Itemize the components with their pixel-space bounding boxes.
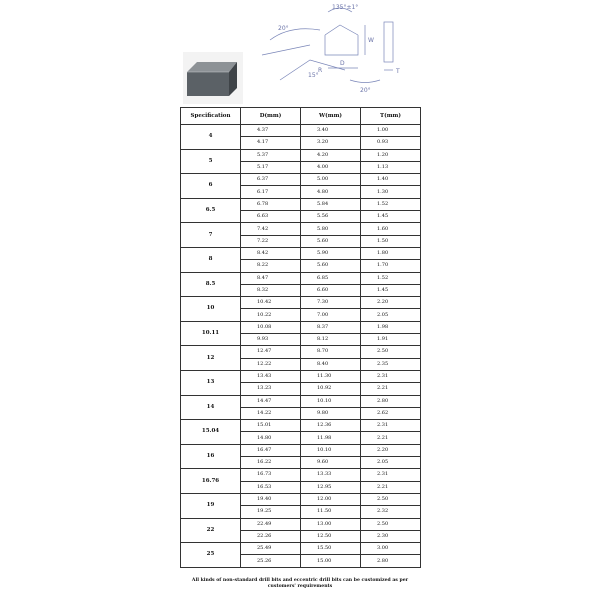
w-cell: 8.40: [301, 358, 361, 370]
table-body: [181, 125, 421, 568]
spec-cell: 12: [181, 346, 241, 371]
w-cell: 5.56: [301, 211, 361, 223]
t-cell: 2.50: [361, 346, 421, 358]
d-cell: 7.42: [241, 223, 301, 235]
d-cell: 5.17: [241, 161, 301, 173]
spec-cell: 19: [181, 493, 241, 518]
d-cell: 7.22: [241, 235, 301, 247]
t-cell: 1.80: [361, 247, 421, 259]
d-cell: 6.17: [241, 186, 301, 198]
d-cell: 8.42: [241, 247, 301, 259]
table-row: [181, 420, 421, 432]
spec-cell: 14: [181, 395, 241, 420]
t-cell: 2.32: [361, 506, 421, 518]
w-cell: 9.80: [301, 407, 361, 419]
d-cell: 8.47: [241, 272, 301, 284]
d-cell: 10.08: [241, 321, 301, 333]
header-specification: Specification: [181, 108, 241, 125]
technical-drawing: [250, 0, 420, 95]
w-cell: 15.00: [301, 555, 361, 567]
d-cell: 13.43: [241, 370, 301, 382]
w-cell: 5.80: [301, 223, 361, 235]
angle-top-label: 135°±1°: [332, 4, 359, 11]
d-cell: 22.49: [241, 518, 301, 530]
t-cell: 1.20: [361, 149, 421, 161]
w-cell: 12.36: [301, 420, 361, 432]
w-cell: 5.00: [301, 174, 361, 186]
t-cell: 2.05: [361, 309, 421, 321]
t-cell: 1.50: [361, 235, 421, 247]
t-cell: 1.70: [361, 260, 421, 272]
t-cell: 1.40: [361, 174, 421, 186]
dim-d-label: D: [340, 60, 345, 67]
table-row: [181, 493, 421, 505]
w-cell: 13.33: [301, 469, 361, 481]
table-row: [181, 346, 421, 358]
spec-cell: 6: [181, 174, 241, 199]
angle-left-label: 20°: [278, 25, 289, 32]
w-cell: 11.30: [301, 370, 361, 382]
header-d: D(mm): [241, 108, 301, 125]
spec-cell: 10.11: [181, 321, 241, 346]
d-cell: 16.22: [241, 457, 301, 469]
w-cell: 6.60: [301, 284, 361, 296]
d-cell: 10.22: [241, 309, 301, 321]
w-cell: 12.50: [301, 530, 361, 542]
t-cell: 2.31: [361, 469, 421, 481]
d-cell: 16.53: [241, 481, 301, 493]
t-cell: 2.21: [361, 432, 421, 444]
angle-bottom-right-label: 20°: [360, 87, 371, 94]
t-cell: 2.31: [361, 420, 421, 432]
table-row: [181, 149, 421, 161]
d-cell: 13.23: [241, 383, 301, 395]
w-cell: 7.00: [301, 309, 361, 321]
d-cell: 25.49: [241, 543, 301, 555]
d-cell: 25.26: [241, 555, 301, 567]
w-cell: 4.00: [301, 161, 361, 173]
dim-w-label: W: [368, 37, 374, 44]
carbide-insert-photo: [183, 52, 243, 104]
t-cell: 2.80: [361, 395, 421, 407]
d-cell: 6.37: [241, 174, 301, 186]
w-cell: 15.50: [301, 543, 361, 555]
t-cell: 2.05: [361, 457, 421, 469]
t-cell: 2.31: [361, 370, 421, 382]
t-cell: 1.00: [361, 125, 421, 137]
spec-cell: 25: [181, 543, 241, 568]
t-cell: 1.60: [361, 223, 421, 235]
w-cell: 5.60: [301, 235, 361, 247]
table-row: [181, 543, 421, 555]
table-row: [181, 223, 421, 235]
w-cell: 6.85: [301, 272, 361, 284]
t-cell: 1.45: [361, 211, 421, 223]
spec-cell: 8: [181, 247, 241, 272]
t-cell: 1.52: [361, 272, 421, 284]
w-cell: 11.98: [301, 432, 361, 444]
table-row: [181, 444, 421, 456]
d-cell: 12.22: [241, 358, 301, 370]
w-cell: 9.60: [301, 457, 361, 469]
t-cell: 2.50: [361, 493, 421, 505]
d-cell: 12.47: [241, 346, 301, 358]
spec-cell: 8.5: [181, 272, 241, 297]
table-row: [181, 272, 421, 284]
chamfer-label: R: [318, 67, 323, 74]
w-cell: 12.95: [301, 481, 361, 493]
t-cell: 1.52: [361, 198, 421, 210]
d-cell: 16.73: [241, 469, 301, 481]
w-cell: 8.70: [301, 346, 361, 358]
t-cell: 1.45: [361, 284, 421, 296]
spec-cell: 6.5: [181, 198, 241, 223]
table-row: [181, 321, 421, 333]
t-cell: 2.35: [361, 358, 421, 370]
d-cell: 14.22: [241, 407, 301, 419]
t-cell: 2.21: [361, 481, 421, 493]
w-cell: 7.30: [301, 297, 361, 309]
w-cell: 5.84: [301, 198, 361, 210]
header-w: W(mm): [301, 108, 361, 125]
w-cell: 5.90: [301, 247, 361, 259]
d-cell: 10.42: [241, 297, 301, 309]
d-cell: 15.01: [241, 420, 301, 432]
d-cell: 4.37: [241, 125, 301, 137]
customization-note: All kinds of non-standard drill bits and eccentric drill bits can be customized as per customers' requirements: [191, 578, 409, 589]
table-row: [181, 395, 421, 407]
t-cell: 2.30: [361, 530, 421, 542]
t-cell: 1.98: [361, 321, 421, 333]
w-cell: 13.00: [301, 518, 361, 530]
t-cell: 1.30: [361, 186, 421, 198]
w-cell: 8.12: [301, 334, 361, 346]
t-cell: 2.20: [361, 297, 421, 309]
w-cell: 4.80: [301, 186, 361, 198]
d-cell: 14.47: [241, 395, 301, 407]
w-cell: 3.20: [301, 137, 361, 149]
dim-t-label: T: [396, 68, 400, 75]
spec-cell: 16: [181, 444, 241, 469]
d-cell: 16.47: [241, 444, 301, 456]
t-cell: 2.50: [361, 518, 421, 530]
d-cell: 6.63: [241, 211, 301, 223]
w-cell: 10.92: [301, 383, 361, 395]
w-cell: 8.37: [301, 321, 361, 333]
spec-cell: 16.76: [181, 469, 241, 494]
spec-cell: 10: [181, 297, 241, 322]
t-cell: 2.20: [361, 444, 421, 456]
table-row: [181, 297, 421, 309]
t-cell: 0.93: [361, 137, 421, 149]
d-cell: 19.25: [241, 506, 301, 518]
table-row: [181, 518, 421, 530]
d-cell: 4.17: [241, 137, 301, 149]
table-row: [181, 174, 421, 186]
d-cell: 14.80: [241, 432, 301, 444]
spec-cell: 7: [181, 223, 241, 248]
d-cell: 8.22: [241, 260, 301, 272]
w-cell: 3.40: [301, 125, 361, 137]
d-cell: 22.26: [241, 530, 301, 542]
d-cell: 6.78: [241, 198, 301, 210]
t-cell: 2.80: [361, 555, 421, 567]
spec-cell: 4: [181, 125, 241, 150]
d-cell: 19.40: [241, 493, 301, 505]
header-t: T(mm): [361, 108, 421, 125]
t-cell: 1.13: [361, 161, 421, 173]
table-row: [181, 469, 421, 481]
table-row: [181, 247, 421, 259]
table-row: [181, 370, 421, 382]
spec-cell: 13: [181, 370, 241, 395]
spec-cell: 15.04: [181, 420, 241, 445]
w-cell: 10.10: [301, 395, 361, 407]
t-cell: 2.21: [361, 383, 421, 395]
d-cell: 9.93: [241, 334, 301, 346]
t-cell: 1.91: [361, 334, 421, 346]
w-cell: 5.60: [301, 260, 361, 272]
spec-cell: 5: [181, 149, 241, 174]
table-row: [181, 125, 421, 137]
t-cell: 3.00: [361, 543, 421, 555]
w-cell: 11.50: [301, 506, 361, 518]
spec-cell: 22: [181, 518, 241, 543]
t-cell: 2.62: [361, 407, 421, 419]
table-row: [181, 198, 421, 210]
d-cell: 5.37: [241, 149, 301, 161]
table-header-row: [181, 108, 421, 125]
d-cell: 8.32: [241, 284, 301, 296]
w-cell: 4.20: [301, 149, 361, 161]
angle-bottom-left-label: 15°: [308, 72, 319, 79]
w-cell: 12.00: [301, 493, 361, 505]
w-cell: 10.10: [301, 444, 361, 456]
specification-table: [180, 107, 421, 568]
